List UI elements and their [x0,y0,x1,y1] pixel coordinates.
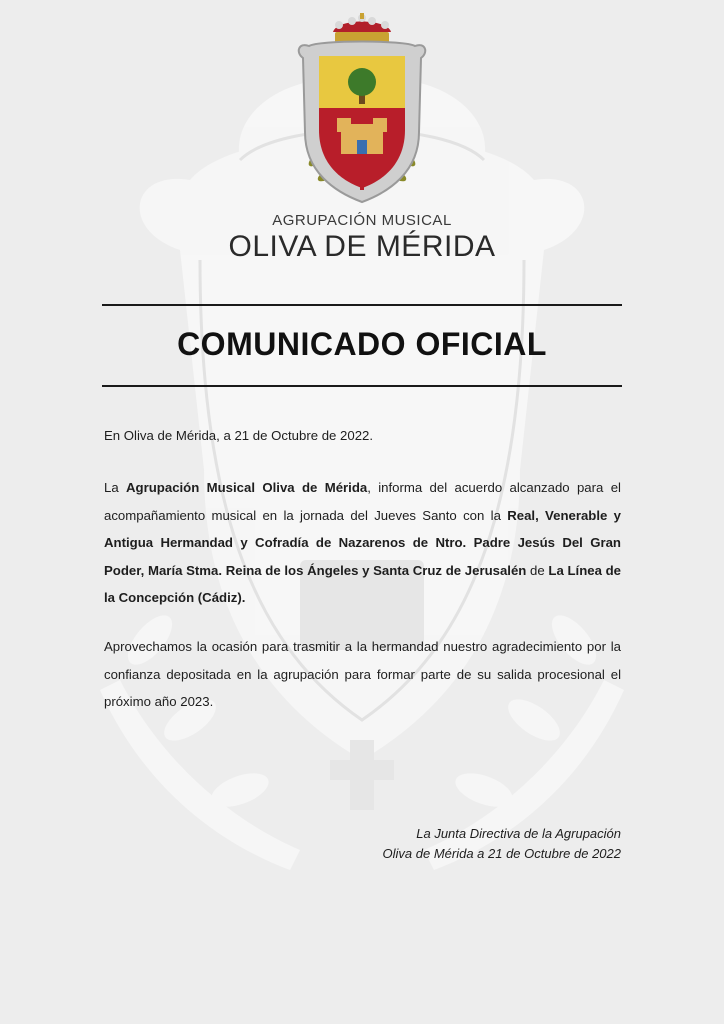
crest-logo [289,12,435,208]
p1-bold-location: La Línea de la Concepción (Cádiz). [104,562,621,605]
p1-text-1: La [104,480,127,495]
document-title: COMUNICADO OFICIAL [177,326,547,362]
p1-text-3: de [526,562,549,578]
paragraph-thanks: Aprovechamos la ocasión para trasmitir a la hermandad nuestro agradecimiento por la confianza depositada en la agrupación para formar parte de su salida procesional el próximo año 2023. [104,639,621,709]
organization-subtitle: AGRUPACIÓN MUSICAL [272,212,452,229]
p1-bold-organization: Agrupación Musical Oliva de Mérida [126,480,368,495]
divider-bottom [102,385,622,387]
divider-top [102,304,622,306]
signature-line-1: La Junta Directiva de la Agrupación [416,826,621,841]
paragraph-announcement [104,474,621,612]
p1-text-2: , informa del acuerdo alcanzado para el acompañamiento musical en la jornada del Jueves Santo con la [104,480,621,523]
signature-line-2: Oliva de Mérida a 21 de Octubre de 2022 [382,846,621,861]
organization-name: OLIVA DE MÉRIDA [228,230,496,263]
date-line: En Oliva de Mérida, a 21 de Octubre de 2022. [104,428,374,443]
p1-bold-brotherhood: Real, Venerable y Antigua Hermandad y Cofradía de Nazarenos de Ntro. Padre Jesús Del Gran Poder, María Stma. Reina de los Ángeles y Santa Cruz de Jerusalén [104,507,621,578]
signature-block [383,824,621,864]
